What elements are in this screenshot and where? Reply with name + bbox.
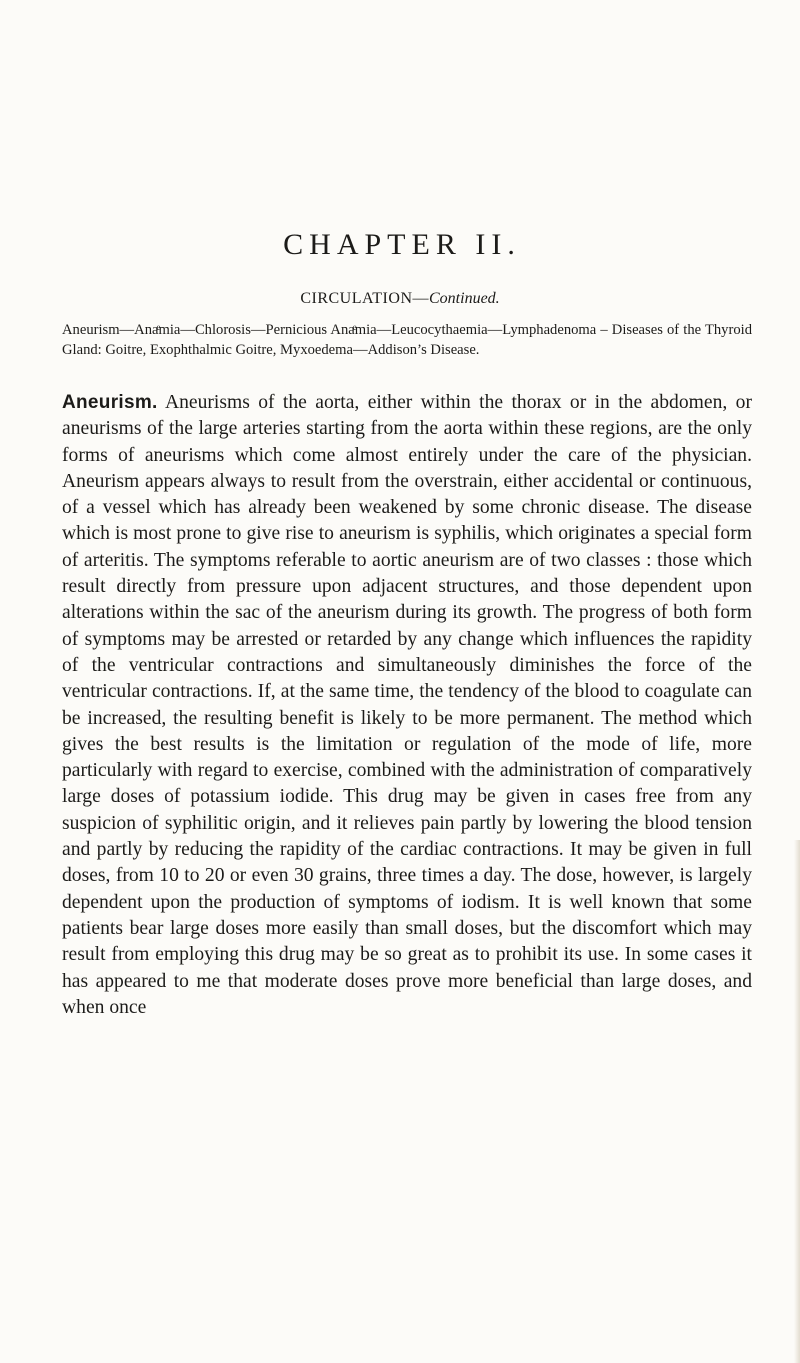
body-paragraph xyxy=(62,390,752,1021)
body-paragraph-text: Aneurisms of the aorta, either within the thorax or in the abdomen, or aneurisms of the large arteries starting from the aorta within these regions, are the only forms of aneurisms which come almost entirely under the care of the physician. Aneurism appears always to result from the overstrain, either accidental or continuous, of a vessel which has already been weakened by some chronic disease. The disease which is most prone to give rise to aneurism is syphilis, which originates a special form of arteritis. The symptoms referable to aortic aneurism are of two classes : those which result directly from pressure upon adjacent structures, and those dependent upon alterations within the sac of the aneurism during its growth. The progress of both form of symptoms may be arrested or retarded by any change which influences the rapidity of the ventricular contractions and simultaneously diminishes the force of the ventricular contractions. If, at the same time, the tendency of the blood to coagulate can be increased, the resulting benefit is likely to be more permanent. The method which gives the best results is the limitation or regulation of the mode of life, more particularly with regard to exercise, combined with the administration of comparatively large doses of potassium iodide. This drug may be given in cases free from any suspicion of syphilitic origin, and it relieves pain partly by lowering the blood tension and partly by reducing the rapidity of the cardiac contractions. It may be given in full doses, from 10 to 20 or even 30 grains, three times a day. The dose, however, is largely dependent upon the production of symptoms of iodism. It is well known that some patients bear large doses more easily than small doses, but the discomfort which may result from employing this drug may be so great as to prohibit its use. In some cases it has appeared to me that moderate doses prove more beneficial than large doses, and when once xyxy=(62,392,752,1018)
chapter-title: CHAPTER II. xyxy=(283,228,521,261)
page-edge-shadow xyxy=(794,840,800,1363)
section-title-text: CIRCULATION— xyxy=(300,290,429,307)
section-continued-label: Continued. xyxy=(429,290,500,307)
aneurism-heading: Aneurism. xyxy=(62,392,158,413)
section-title xyxy=(0,290,800,308)
chapter-summary: Aneurism—Anaͤmia—Chlorosis—Pernicious Anaͤmia—Leucocythaemia—Lymphadenoma – Diseases of the Thyroid Gland: Goitre, Exophthalmic Goitre, Myxoedema—Addison’s Disease. xyxy=(62,322,752,358)
